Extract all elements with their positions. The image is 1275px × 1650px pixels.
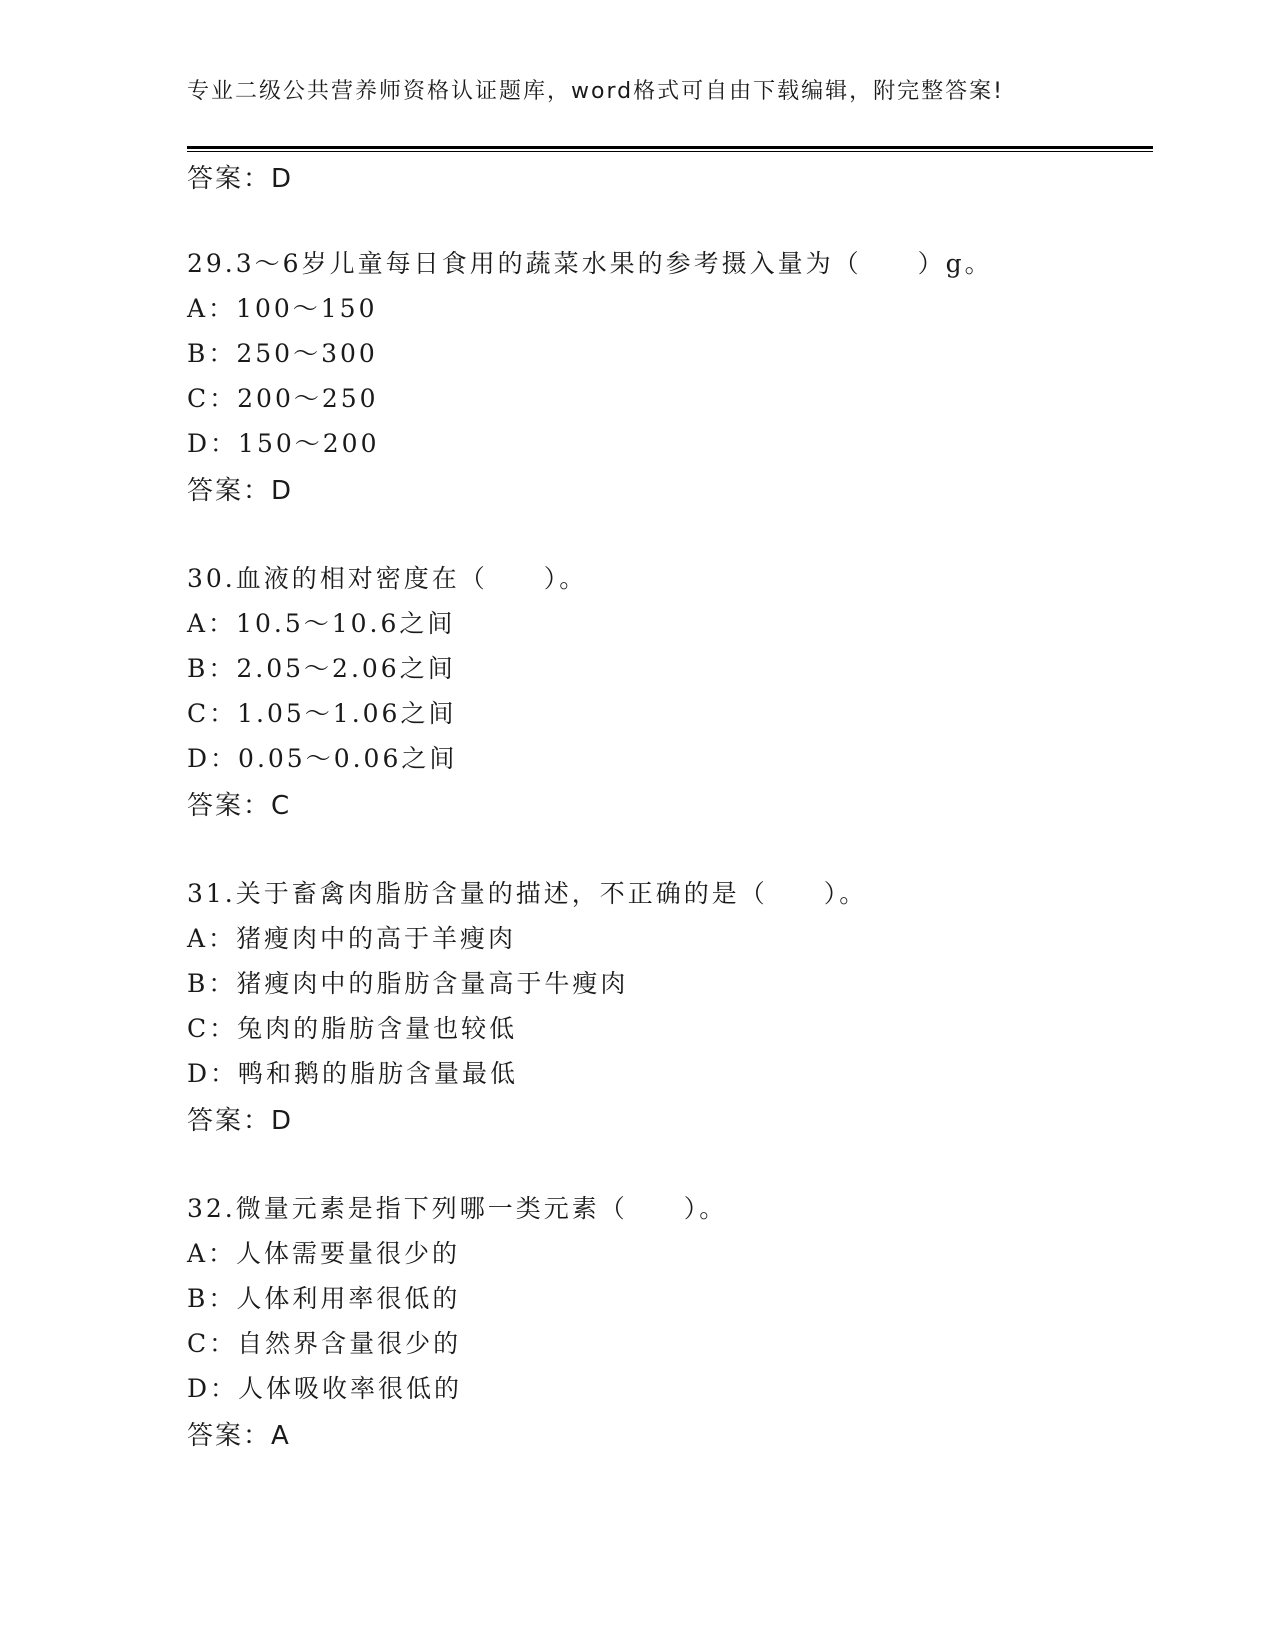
option-b: B：猪瘦肉中的脂肪含量高于牛瘦肉 [187, 969, 629, 998]
option-d: D：150～200 [187, 429, 380, 458]
option-b: B：250～300 [187, 339, 378, 368]
header-rule-thick [187, 146, 1153, 149]
option-b: B：2.05～2.06之间 [187, 654, 456, 683]
question-stem: 31.关于畜禽肉脂肪含量的描述，不正确的是（ ）。 [187, 879, 868, 908]
answer: 答案：C [187, 791, 292, 821]
option-c: C：1.05～1.06之间 [187, 699, 457, 728]
answer-previous: 答案：D [187, 164, 294, 194]
option-a: A：10.5～10.6之间 [187, 609, 456, 638]
option-c: C：兔肉的脂肪含量也较低 [187, 1014, 518, 1043]
answer: 答案：D [187, 1106, 294, 1136]
header-rule-thin [187, 151, 1153, 152]
option-a: A：猪瘦肉中的高于羊瘦肉 [187, 924, 517, 953]
question-stem: 32.微量元素是指下列哪一类元素（ ）。 [187, 1194, 728, 1223]
answer: 答案：D [187, 476, 294, 506]
option-b: B：人体利用率很低的 [187, 1284, 461, 1313]
question-stem: 29.3～6岁儿童每日食用的蔬菜水果的参考摄入量为（ ）g。 [187, 249, 993, 278]
option-d: D：0.05～0.06之间 [187, 744, 458, 773]
option-c: C：200～250 [187, 384, 379, 413]
option-a: A：人体需要量很少的 [187, 1239, 461, 1268]
option-a: A：100～150 [187, 294, 378, 323]
option-d: D：人体吸收率很低的 [187, 1374, 463, 1403]
option-d: D：鸭和鹅的脂肪含量最低 [187, 1059, 519, 1088]
option-c: C：自然界含量很少的 [187, 1329, 462, 1358]
page-header: 专业二级公共营养师资格认证题库，word格式可自由下载编辑，附完整答案! [187, 79, 1004, 104]
answer: 答案：A [187, 1421, 291, 1451]
question-stem: 30.血液的相对密度在（ ）。 [187, 564, 588, 593]
